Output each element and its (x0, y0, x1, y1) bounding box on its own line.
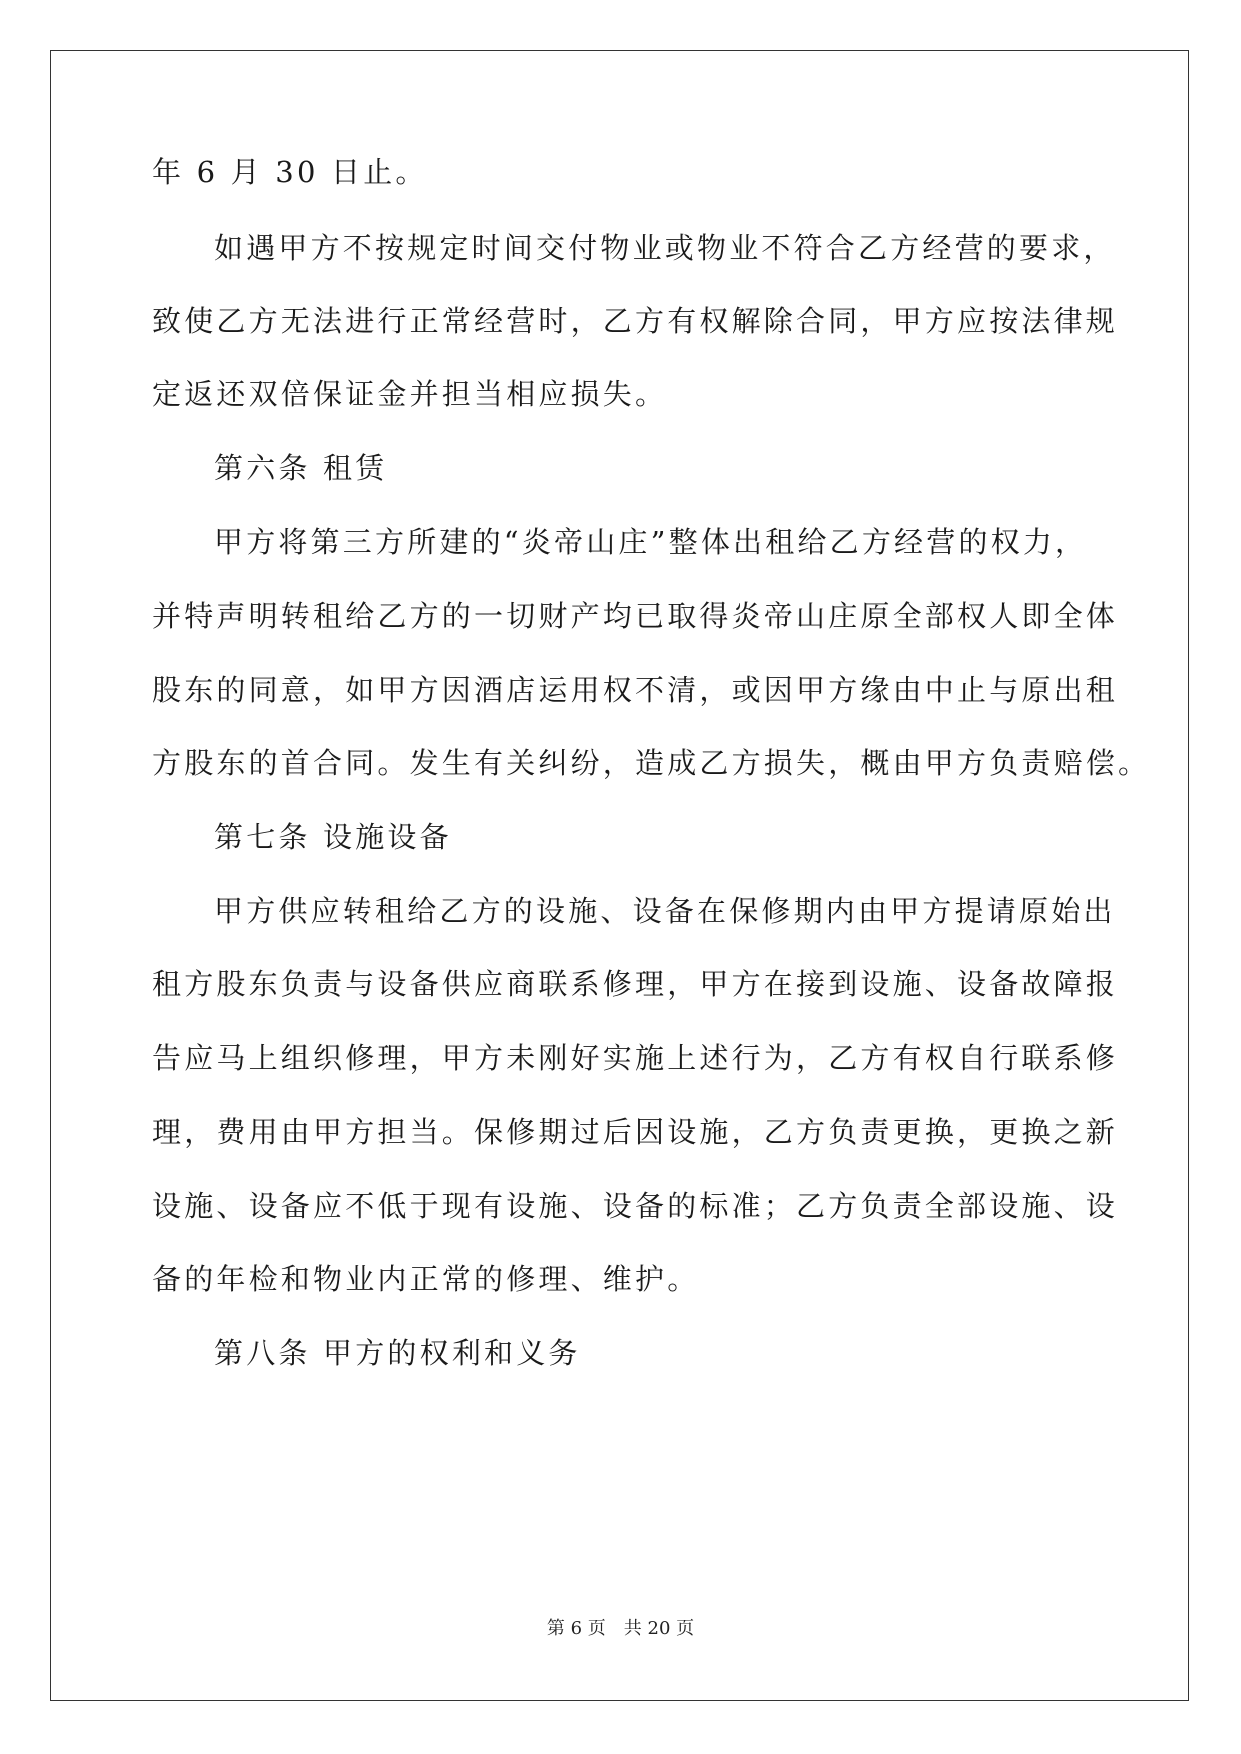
page-border (50, 50, 1189, 1701)
article-heading-8: 第八条 甲方的权利和义务 (214, 1336, 581, 1370)
article-heading-7: 第七条 设施设备 (214, 820, 452, 854)
text-line-paragraph-start: 如遇甲方不按规定时间交付物业或物业不符合乙方经营的要求， (214, 231, 1116, 265)
page-number: 第 6 页 (546, 1618, 606, 1639)
text-line: 致使乙方无法进行正常经营时，乙方有权解除合同，甲方应按法律规 (152, 304, 1119, 338)
text-line-paragraph-start: 甲方将第三方所建的“炎帝山庄”整体出租给乙方经营的权力， (214, 525, 1088, 559)
text-line: 并特声明转租给乙方的一切财产均已取得炎帝山庄原全部权人即全体 (152, 599, 1119, 633)
page-total: 共 20 页 (623, 1618, 695, 1639)
text-line: 租方股东负责与设备供应商联系修理，甲方在接到设施、设备故障报 (152, 967, 1119, 1001)
text-line-continuation: 年 6 月 30 日止。 (152, 155, 428, 189)
text-line: 定返还双倍保证金并担当相应损失。 (152, 377, 668, 411)
text-line: 方股东的首合同。发生有关纠纷，造成乙方损失，概由甲方负责赔偿。 (152, 746, 1151, 780)
text-line-paragraph-start: 甲方供应转租给乙方的设施、设备在保修期内由甲方提请原始出 (214, 894, 1116, 928)
text-line: 告应马上组织修理，甲方未刚好实施上述行为，乙方有权自行联系修 (152, 1041, 1119, 1075)
text-line: 股东的同意，如甲方因酒店运用权不清，或因甲方缘由中止与原出租 (152, 673, 1119, 707)
article-heading-6: 第六条 租赁 (214, 451, 388, 485)
page-footer (0, 1617, 1241, 1641)
text-line: 备的年检和物业内正常的修理、维护。 (152, 1262, 700, 1296)
text-line: 设施、设备应不低于现有设施、设备的标准；乙方负责全部设施、设 (152, 1189, 1119, 1223)
text-line: 理，费用由甲方担当。保修期过后因设施，乙方负责更换，更换之新 (152, 1115, 1119, 1149)
